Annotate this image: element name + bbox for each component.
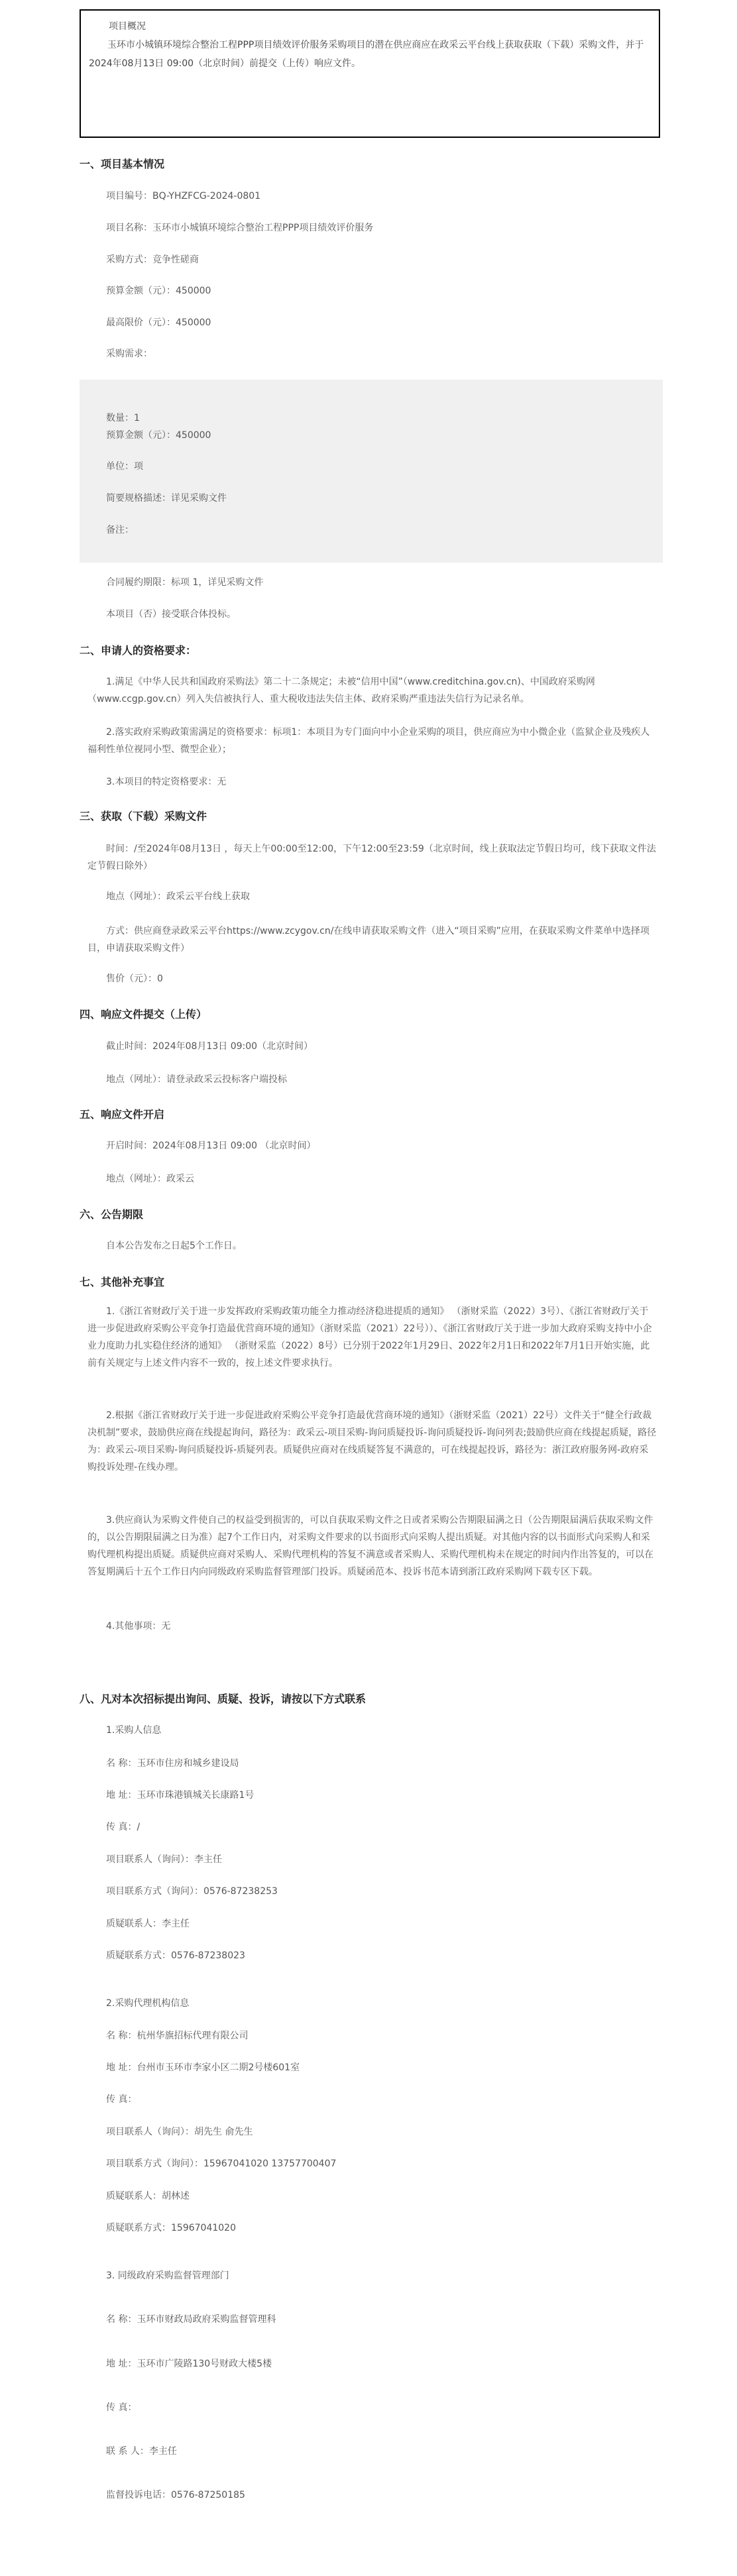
section-6-heading: 六、公告期限 <box>80 1208 144 1221</box>
agency-question-phone: 质疑联系方式：15967041020 <box>106 2223 236 2233</box>
demand-budget: 预算金额（元）：450000 <box>106 430 211 441</box>
buyer-title: 1.采购人信息 <box>106 1725 162 1736</box>
supplement-1: 1.《浙江省财政厅关于进一步发挥政府采购政策功能全力推动经济稳进提质的通知》 （浙财采监（2022）3号）、《浙江省财政厅关于进一步促进政府采购公平竞争打造最优营商环境的通知》（浙财采监（2021）22号））、《浙江省财政厅关于进一步加大政府采购支持中小企业力度助力扎实稳住经济的通知》 （浙财采监（2022）8号）已分别于2022年1月29日、2022年2月1日和2022年7月1日开始实施，此前有关规定与上述文件内容不一致的，按上述文件要求执行。 <box>87 1306 652 1369</box>
supervisor-address: 地 址：玉环市广陵路130号财政大楼5楼 <box>106 2359 272 2369</box>
qualification-2: 2.落实政府采购政策需满足的资格要求：标项1：本项目为专门面向中小企业采购的项目，供应商应为中小微企业（监狱企业及残疾人福利性单位视同小型、微型企业）； <box>87 727 650 755</box>
qualification-1: 1.满足《中华人民共和国政府采购法》第二十二条规定；未被“信用中国”（www.creditchina.gov.cn)、中国政府采购网（www.ccgp.gov.cn）列入失信被执行人、重大税收违法失信主体、政府采购严重违法失信行为记录名单。 <box>87 677 595 704</box>
agency-question-contact: 质疑联系人：胡林述 <box>106 2191 190 2202</box>
qualification-3: 3.本项目的特定资格要求：无 <box>106 777 227 787</box>
agency-address: 地 址：台州市玉环市李家小区二期2号楼601室 <box>106 2062 300 2073</box>
demand-remark: 备注： <box>106 525 134 535</box>
section-4-heading: 四、响应文件提交（上传） <box>80 1008 207 1021</box>
supervisor-fax: 传 真： <box>106 2402 137 2413</box>
obtain-price: 售价（元）：0 <box>106 974 163 984</box>
buyer-phone: 项目联系方式（询问）：0576-87238253 <box>106 1886 278 1897</box>
buyer-address: 地 址：玉环市珠港镇城关长康路1号 <box>106 1790 255 1801</box>
supplement-4: 4.其他事项：无 <box>106 1621 171 1632</box>
budget-amount: 预算金额（元）：450000 <box>106 286 211 296</box>
open-place: 地点（网址）：政采云 <box>106 1174 194 1184</box>
obtain-way: 方式：供应商登录政采云平台https://www.zcygov.cn/在线申请获取采购文件（进入“项目采购”应用，在获取采购文件菜单中选择项目，申请获取采购文件） <box>87 926 650 954</box>
agency-fax: 传 真： <box>106 2094 137 2105</box>
demand-box <box>80 380 663 563</box>
max-price: 最高限价（元）：450000 <box>106 317 211 328</box>
section-8-heading: 八、凡对本次招标提出询问、质疑、投诉，请按以下方式联系 <box>80 1693 367 1705</box>
overview-text: 玉环市小城镇环境综合整治工程PPP项目绩效评价服务采购项目的潜在供应商应在政采云平台线上获取获取（下载）采购文件，并于2024年08月13日 09:00（北京时间）前提交（上传）响应文件。 <box>89 40 644 69</box>
agency-title: 2.采购代理机构信息 <box>106 1998 190 2009</box>
procurement-method: 采购方式：竞争性磋商 <box>106 254 199 265</box>
section-2-heading: 二、申请人的资格要求： <box>80 644 197 657</box>
overview-title: 项目概况 <box>109 21 146 32</box>
supervisor-contact: 联 系 人：李主任 <box>106 2446 177 2457</box>
section-1-heading: 一、项目基本情况 <box>80 158 165 170</box>
project-number: 项目编号：BQ-YHZFCG-2024-0801 <box>106 191 261 201</box>
contract-period: 合同履约期限：标项 1，详见采购文件 <box>106 577 264 588</box>
demand-label: 采购需求： <box>106 349 152 359</box>
consortium-note: 本项目（否）接受联合体投标。 <box>106 609 236 620</box>
buyer-question-contact: 质疑联系人：李主任 <box>106 1919 190 1929</box>
supervisor-title: 3. 同级政府采购监督管理部门 <box>106 2270 229 2281</box>
agency-phone: 项目联系方式（询问）：15967041020 13757700407 <box>106 2158 337 2169</box>
obtain-place: 地点（网址）：政采云平台线上获取 <box>106 891 250 902</box>
demand-qty: 数量：1 <box>106 413 140 423</box>
submit-place: 地点（网址）：请登录政采云投标客户端投标 <box>106 1074 287 1085</box>
demand-unit: 单位：项 <box>106 461 143 472</box>
agency-contact: 项目联系人（询问）：胡先生 俞先生 <box>106 2127 253 2137</box>
supervisor-phone: 监督投诉电话：0576-87250185 <box>106 2490 245 2500</box>
supervisor-name: 名 称：玉环市财政局政府采购监督管理科 <box>106 2314 276 2325</box>
buyer-name: 名 称：玉环市住房和城乡建设局 <box>106 1758 239 1769</box>
section-3-heading: 三、获取（下载）采购文件 <box>80 810 207 822</box>
open-time: 开启时间：2024年08月13日 09:00 （北京时间） <box>106 1141 316 1151</box>
supplement-3: 3.供应商认为采购文件使自己的权益受到损害的，可以自获取采购文件之日或者采购公告期限届满之日（公告期限届满后获取采购文件的，以公告期限届满之日为准）起7个工作日内，对采购文件要求的以书面形式向采购人提出质疑。对其他内容的以书面形式向采购人和采购代理机构提出质疑。质疑供应商对采购人、采购代理机构的答复不满意或者采购人、采购代理机构未在规定的时间内作出答复的，可以在答复期满后十五个工作日内向同级政府采购监督管理部门投诉。质疑函范本、投诉书范本请到浙江政府采购网下载专区下载。 <box>87 1515 653 1577</box>
buyer-contact: 项目联系人（询问）：李主任 <box>106 1854 222 1865</box>
section-7-heading: 七、其他补充事宜 <box>80 1276 165 1288</box>
overview-box <box>80 9 660 138</box>
supplement-2: 2.根据《浙江省财政厅关于进一步促进政府采购公平竞争打造最优营商环境的通知》（浙财采监（2021）22号）文件关于“健全行政裁决机制”要求，鼓励供应商在线提起询问，路径为：政采云-项目采购-询问质疑投诉-询问质疑投诉-询问列表;鼓励供应商在线提起质疑，路径为：政采云-项目采购-询问质疑投诉-质疑列表。质疑供应商对在线质疑答复不满意的，可在线提起投诉，路径为：浙江政府服务网-政府采购投诉处理-在线办理。 <box>87 1410 657 1473</box>
section-5-heading: 五、响应文件开启 <box>80 1108 165 1121</box>
notice-period: 自本公告发布之日起5个工作日。 <box>106 1241 242 1251</box>
agency-name: 名 称：杭州华旗招标代理有限公司 <box>106 2031 249 2041</box>
project-name: 项目名称：玉环市小城镇环境综合整治工程PPP项目绩效评价服务 <box>106 223 374 233</box>
buyer-fax: 传 真：/ <box>106 1822 141 1832</box>
demand-spec: 简要规格描述：详见采购文件 <box>106 493 227 504</box>
submit-deadline: 截止时间：2024年08月13日 09:00（北京时间） <box>106 1041 313 1052</box>
buyer-question-phone: 质疑联系方式：0576-87238023 <box>106 1950 245 1961</box>
obtain-time: 时间：/至2024年08月13日 ，每天上午00:00至12:00，下午12:00至23:59（北京时间，线上获取法定节假日均可，线下获取文件法定节假日除外） <box>87 844 656 871</box>
